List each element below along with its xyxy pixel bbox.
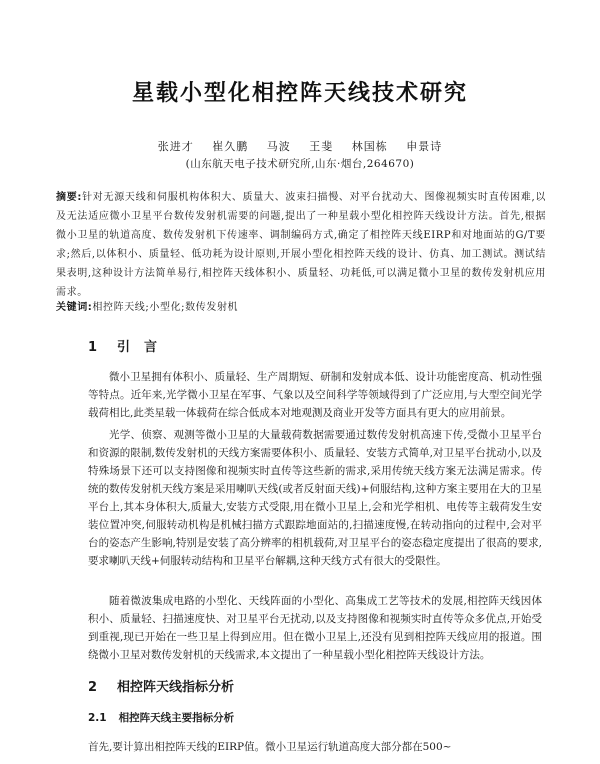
affiliation: (山东航天电子技术研究所,山东·烟台,264670) xyxy=(185,158,415,170)
section-heading-indicator-analysis xyxy=(88,676,234,695)
keywords-text: 相控阵天线;小型化;数传发射机 xyxy=(92,302,239,313)
subsection-number: 2.1 xyxy=(88,712,107,724)
section-title: 相控阵天线指标分析 xyxy=(117,680,235,695)
subsection-heading-main-indicators xyxy=(88,710,234,725)
body-paragraph-start: 首先,要计算出相控阵天线的EIRP值。微小卫星运行轨道高度大部分都在500~ xyxy=(88,741,452,753)
abstract-label: 摘要: xyxy=(56,192,82,203)
intro-paragraph-3: 随着微波集成电路的小型化、天线阵面的小型化、高集成工艺等技术的发展,相控阵天线因体积小、质量轻、扫描速度快、对卫星平台无扰动,以及支持图像和视频实时直传等众多优点,开始受到重视,现已开始在一些卫星上得到应用。但在微小卫星上,还没有见到相控阵天线应用的报道。围绕微小卫星对数传发射机的天线需求,本文提出了一种星载小型化相控阵天线设计方法。 xyxy=(88,595,542,661)
section-title: 引言 xyxy=(117,340,172,355)
abstract xyxy=(56,188,546,302)
keywords-label: 关键词: xyxy=(56,302,93,313)
paper-title: 星载小型化相控阵天线技术研究 xyxy=(131,81,468,106)
keywords xyxy=(56,300,546,316)
abstract-text: 针对无源天线和伺服机构体积大、质量大、波束扫描慢、对平台扰动大、图像视频实时直传困难,以及无法适应微小卫星平台数传发射机需要的问题,提出了一种星载小型化相控阵天线设计方法。首先,根据微小卫星的轨道高度、数传发射机下传速率、调制编码方式,确定了相控阵天线EIRP和对地面站的G/T要求;然后,以体积小、质量轻、低功耗为设计原则,开展小型化相控阵天线的设计、仿真、加工测试。测试结果表明,这种设计方法简单易行,相控阵天线体积小、质量轻、功耗低,可以满足微小卫星的数传发射机应用需求。 xyxy=(56,192,546,298)
section-heading-introduction xyxy=(88,336,171,355)
intro-paragraph-2: 光学、侦察、观测等微小卫星的大量载荷数据需要通过数传发射机高速下传,受微小卫星平台和资源的限制,数传发射机的天线方案需要体积小、质量轻、安装方式简单,对卫星平台扰动小,以及特殊场景下还可以支持图像和视频实时直传等这些新的需求,采用传统天线方案无法满足需求。传统的数传发射机天线方案是采用喇叭天线(或者反射面天线)+伺服结构,这种方案主要用在大的卫星平台上,其本身体积大,质量大,安装方式受限,用在微小卫星上,会和光学相机、电传等主载荷发生安装位置冲突,伺服转动机构是机械扫描方式跟踪地面站的,扫描速度慢,在转动指向的过程中,会对平台的姿态产生影响,特别是安装了高分辨率的相机载荷,对卫星平台的姿态稳定度提出了很高的要求,要求喇叭天线+伺服转动结构和卫星平台解耦,这种天线方式有很大的受限性。 xyxy=(88,429,542,567)
section-number: 1 xyxy=(88,340,98,355)
subsection-title: 相控阵天线主要指标分析 xyxy=(118,712,235,724)
section-number: 2 xyxy=(88,680,98,695)
intro-paragraph-1: 微小卫星拥有体积小、质量轻、生产周期短、研制和发射成本低、设计功能密度高、机动性强等特点。近年来,光学微小卫星在军事、气象以及空间科学等领域得到了广泛应用,与大型空间光学载荷相比,此类星载一体载荷在综合低成本对地观测及商业开发等方面具有更大的应用前景。 xyxy=(88,371,542,419)
author-list: 张进才 崔久鹏 马波 王斐 林国栋 申景诗 xyxy=(157,140,443,153)
